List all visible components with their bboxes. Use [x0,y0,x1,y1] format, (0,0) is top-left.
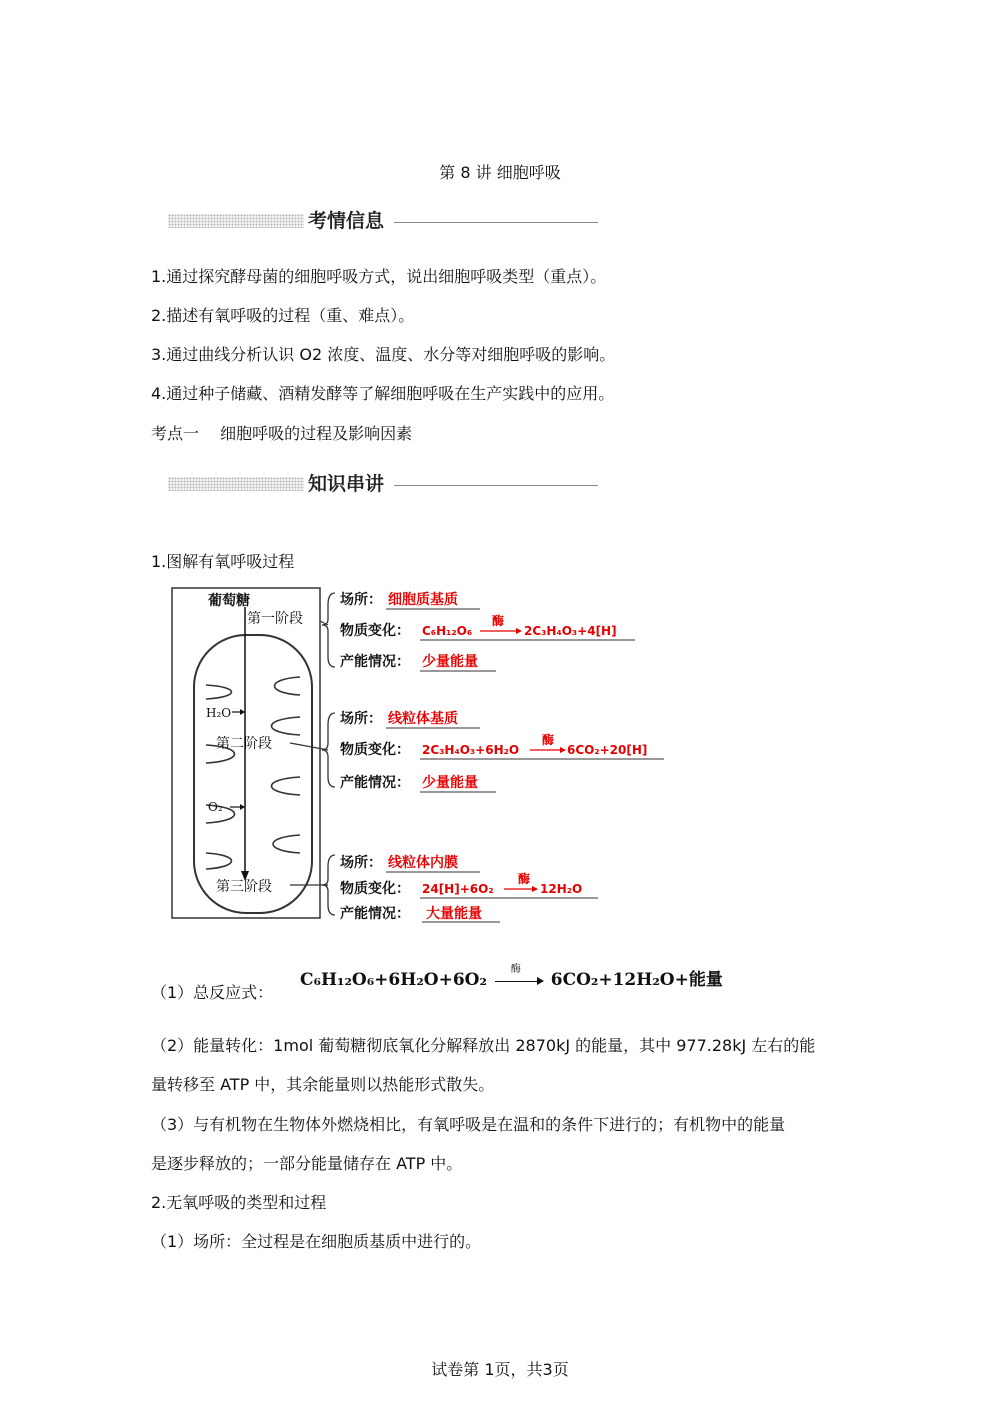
s3-place: 线粒体内膜 [388,855,458,871]
page-footer: 试卷第 1页，共3页 [431,1360,569,1379]
arrow-shaft [495,981,539,982]
stage2-label: 第二阶段 [216,736,272,752]
s2-energy-label: 产能情况： [340,775,410,791]
enzyme-arrow [493,963,545,988]
compare-para-line1: （3）与有机物在生物体外燃烧相比，有氧呼吸是在温和的条件下进行的；有机物中的能量 [151,1115,786,1134]
s2-place-label: 场所： [340,711,382,727]
total-equation-left: C₆H₁₂O₆+6H₂O+6O₂ [300,970,487,990]
section-rule [394,485,598,486]
connector-line [290,743,328,750]
s1-energy-label: 产能情况： [340,654,410,670]
crista [275,677,301,695]
enzyme-label: 酶 [510,963,521,975]
s3-change-label: 物质变化： [340,881,410,897]
compare-para-line2: 是逐步释放的；一部分能量储存在 ATP 中。 [151,1154,463,1173]
section-label: 知识串讲 [308,473,385,495]
item1-heading: 1.图解有氧呼吸过程 [151,552,295,571]
objective-1: 1.通过探究酵母菌的细胞呼吸方式，说出细胞呼吸类型（重点）。 [151,267,607,286]
s1-place: 细胞质基质 [388,592,458,608]
s1-energy: 少量能量 [422,654,478,670]
stage1-label: 第一阶段 [247,611,303,627]
s1-place-label: 场所： [340,592,382,608]
total-equation-label: （1）总反应式： [151,983,274,1002]
total-equation-right: 6CO₂+12H₂O+能量 [550,970,723,990]
energy-para-line2: 量转移至 ATP 中，其余能量则以热能形式散失。 [151,1075,495,1094]
glucose-label: 葡萄糖 [208,593,250,609]
s3-energy: 大量能量 [426,906,482,922]
s2-reaction-arrowhead [560,747,566,753]
section-dots [168,477,304,491]
crista [206,853,232,869]
page-title: 第 8 讲 细胞呼吸 [439,163,561,182]
section-label: 考情信息 [308,210,385,232]
s2-place: 线粒体基质 [388,711,458,727]
total-equation [300,965,723,990]
s3-place-label: 场所： [340,855,382,871]
s1-reactant: C₆H₁₂O₆ [422,624,473,638]
crista [272,717,301,735]
objective-4: 4.通过种子储藏、酒精发酵等了解细胞呼吸在生产实践中的应用。 [151,384,615,403]
item2-sub1: （1）场所：全过程是在细胞质基质中进行的。 [151,1232,482,1251]
s2-product: 6CO₂+20[H] [567,743,648,757]
section-header-knowledge [168,473,598,497]
aerobic-respiration-diagram [170,585,670,925]
item2-heading: 2.无氧呼吸的类型和过程 [151,1193,327,1212]
o2-label: O₂ [208,800,223,814]
crista [272,777,301,795]
s1-reaction-arrowhead [516,628,522,634]
objective-2: 2.描述有氧呼吸的过程（重、难点）。 [151,306,415,325]
s2-enzyme: 酶 [542,733,555,747]
brace [322,593,335,667]
brace [322,855,335,915]
h2o-label: H₂O [206,706,232,720]
s1-change-label: 物质变化： [340,623,410,639]
crista [206,685,232,699]
objective-3: 3.通过曲线分析认识 O2 浓度、温度、水分等对细胞呼吸的影响。 [151,345,616,364]
arrow-head [537,977,544,985]
s3-energy-label: 产能情况： [340,906,410,922]
s1-product: 2C₃H₄O₃+4[H] [524,624,617,638]
s3-enzyme: 酶 [518,872,531,886]
s2-reactant: 2C₃H₄O₃+6H₂O [422,743,520,757]
stage3-label: 第三阶段 [216,879,272,895]
brace [322,713,335,787]
s2-energy: 少量能量 [422,775,478,791]
section-dots [168,214,304,228]
topic-heading: 考点一 细胞呼吸的过程及影响因素 [151,424,413,443]
s2-change-label: 物质变化： [340,742,410,758]
s3-reactant: 24[H]+6O₂ [422,882,494,896]
s3-product: 12H₂O [540,882,583,896]
energy-para-line1: （2）能量转化：1mol 葡萄糖彻底氧化分解释放出 2870kJ 的能量，其中 977.28kJ 左右的能 [151,1036,816,1055]
crista [273,835,300,853]
section-rule [394,222,598,223]
section-header-exam-info [168,210,598,234]
s1-enzyme: 酶 [492,614,505,628]
s3-reaction-arrowhead [532,886,538,892]
